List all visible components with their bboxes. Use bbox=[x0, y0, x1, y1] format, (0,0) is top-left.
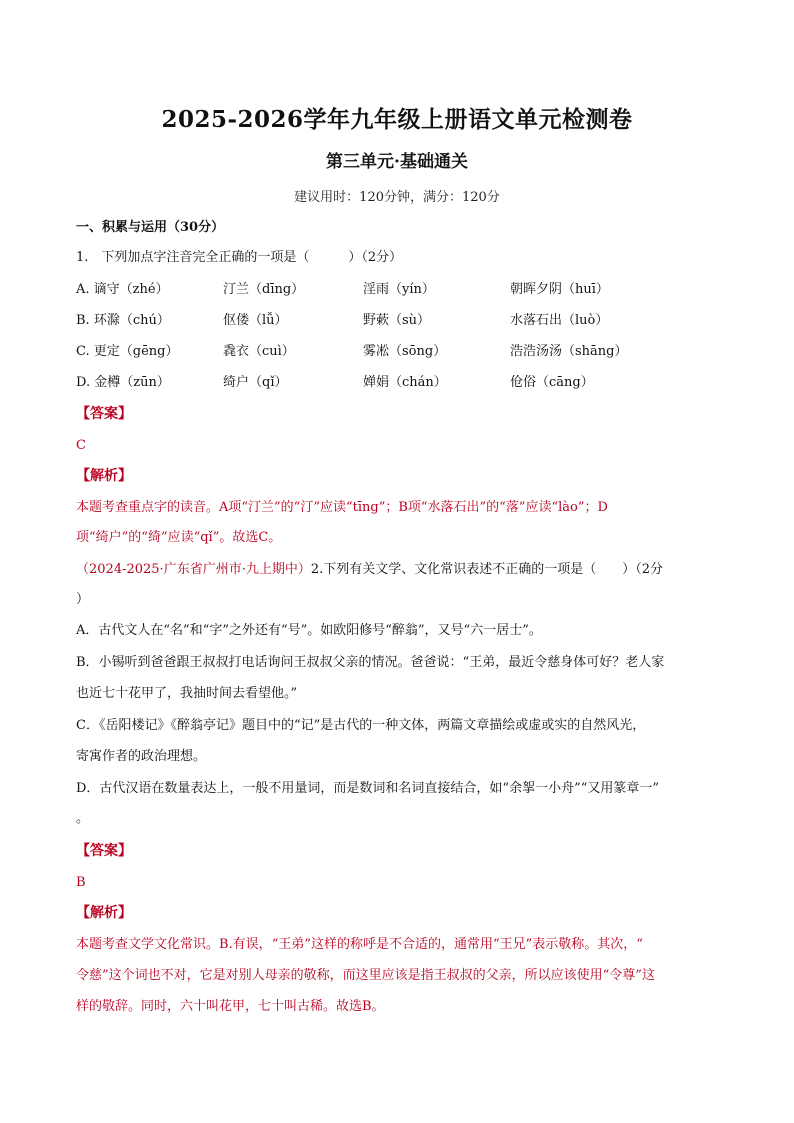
analysis-seg: “令尊” bbox=[602, 968, 642, 983]
option-item: 毳衣（cuì） bbox=[223, 344, 295, 359]
q1-option-b bbox=[76, 311, 736, 331]
option-item: B. 环滁（chú） bbox=[76, 313, 170, 328]
option-item: 婵娟（chán） bbox=[363, 375, 447, 390]
option-item: A. 谪守（zhé） bbox=[76, 282, 169, 297]
option-item: 雾凇（sōng） bbox=[363, 344, 447, 359]
analysis-text: 项“绮户”的“绮”应读“qǐ”。故选C。 bbox=[76, 530, 282, 545]
q2-option-c: C．《岳阳楼记》《醉翁亭记》题目中的“记”是古代的一种文体，两篇文章描绘或虚或实的自然风光， bbox=[76, 718, 646, 733]
analysis-text bbox=[76, 966, 655, 986]
q1-option-d bbox=[76, 373, 736, 393]
analysis-seg: 表示敬称。其次，“ bbox=[532, 937, 643, 952]
analysis-seg: 这 bbox=[641, 968, 655, 983]
option-item: 伛偻（lǚ） bbox=[223, 313, 288, 328]
analysis-seg: 这样的称呼是不合适的，通常用 bbox=[310, 937, 493, 952]
answer-label: 【答案】 bbox=[76, 843, 132, 859]
analysis-seg: “王弟” bbox=[271, 937, 311, 952]
option-item: 淫雨（yín） bbox=[363, 282, 435, 297]
option-item: 野蔌（sù） bbox=[363, 313, 431, 328]
answer-label: 【答案】 bbox=[76, 406, 132, 422]
option-item: 水落石出（luò） bbox=[510, 313, 609, 328]
q2-option-c-cont: 寄寓作者的政治理想。 bbox=[76, 749, 207, 764]
section-heading: 一、积累与运用（30分） bbox=[76, 220, 225, 235]
q2-option-b: B．小锡听到爸爸跟王叔叔打电话询问王叔叔父亲的情况。爸爸说：“王弟，最近令慈身体可好？老人家 bbox=[76, 655, 665, 670]
q2-option-a: A．古代文人在“名”和“字”之外还有“号”。如欧阳修号“醉翁”，又号“六一居士”。 bbox=[76, 623, 542, 638]
option-item: 汀兰（dīng） bbox=[223, 282, 305, 297]
answer-value: B bbox=[76, 875, 86, 890]
q2-stem-text: 2.下列有关文学、文化常识表述不正确的一项是（ ）（2分 bbox=[310, 562, 664, 577]
option-item: C. 更定（gēng） bbox=[76, 344, 179, 359]
q1-option-a bbox=[76, 280, 736, 300]
q2-stem bbox=[76, 560, 663, 580]
analysis-text bbox=[76, 935, 643, 955]
option-item: 朝晖夕阴（huī） bbox=[510, 282, 609, 297]
option-item: 浩浩汤汤（shāng） bbox=[510, 344, 628, 359]
analysis-label: 【解析】 bbox=[76, 468, 132, 484]
q2-option-d: D．古代汉语在数量表达上，一般不用量词，而是数词和名词直接结合，如“余挐一小舟”“又用篆章一” bbox=[76, 781, 660, 796]
page-title: 2025-2026学年九年级上册语文单元检测卷 bbox=[161, 106, 633, 133]
option-item: D. 金樽（zūn） bbox=[76, 375, 170, 390]
page-subtitle: 第三单元·基础通关 bbox=[326, 152, 468, 172]
option-item: 伧俗（cāng） bbox=[510, 375, 594, 390]
option-item: 绮户（qǐ） bbox=[223, 375, 288, 390]
q1-stem: 1. 下列加点字注音完全正确的一项是（ ）（2分） bbox=[76, 250, 403, 265]
q1-option-c bbox=[76, 342, 736, 362]
q2-stem-tail: ） bbox=[76, 592, 90, 607]
analysis-label: 【解析】 bbox=[76, 905, 132, 921]
analysis-seg: “王兄” bbox=[493, 937, 533, 952]
answer-value: C bbox=[76, 438, 86, 453]
q2-option-d-cont: 。 bbox=[76, 811, 90, 826]
q2-option-b-cont: 也近七十花甲了，我抽时间去看望他。” bbox=[76, 686, 298, 701]
time-info: 建议用时：120分钟，满分：120分 bbox=[294, 190, 500, 205]
analysis-seg: 本题考查文学文化常识。B.有误， bbox=[76, 937, 272, 952]
analysis-text: 本题考查重点字的读音。A项“汀兰”的“汀”应读“tīng”；B项“水落石出”的“落”应读“lào”；D bbox=[76, 500, 608, 515]
analysis-seg: 令慈”这个词也不对，它是对别人母亲的敬称，而这里应该是指王叔叔的父亲，所以应该使用 bbox=[76, 968, 603, 983]
analysis-text: 样的敬辞。同时，六十叫花甲，七十叫古稀。故选B。 bbox=[76, 999, 385, 1014]
q2-source: （2024-2025·广东省广州市·九上期中） bbox=[76, 562, 311, 577]
